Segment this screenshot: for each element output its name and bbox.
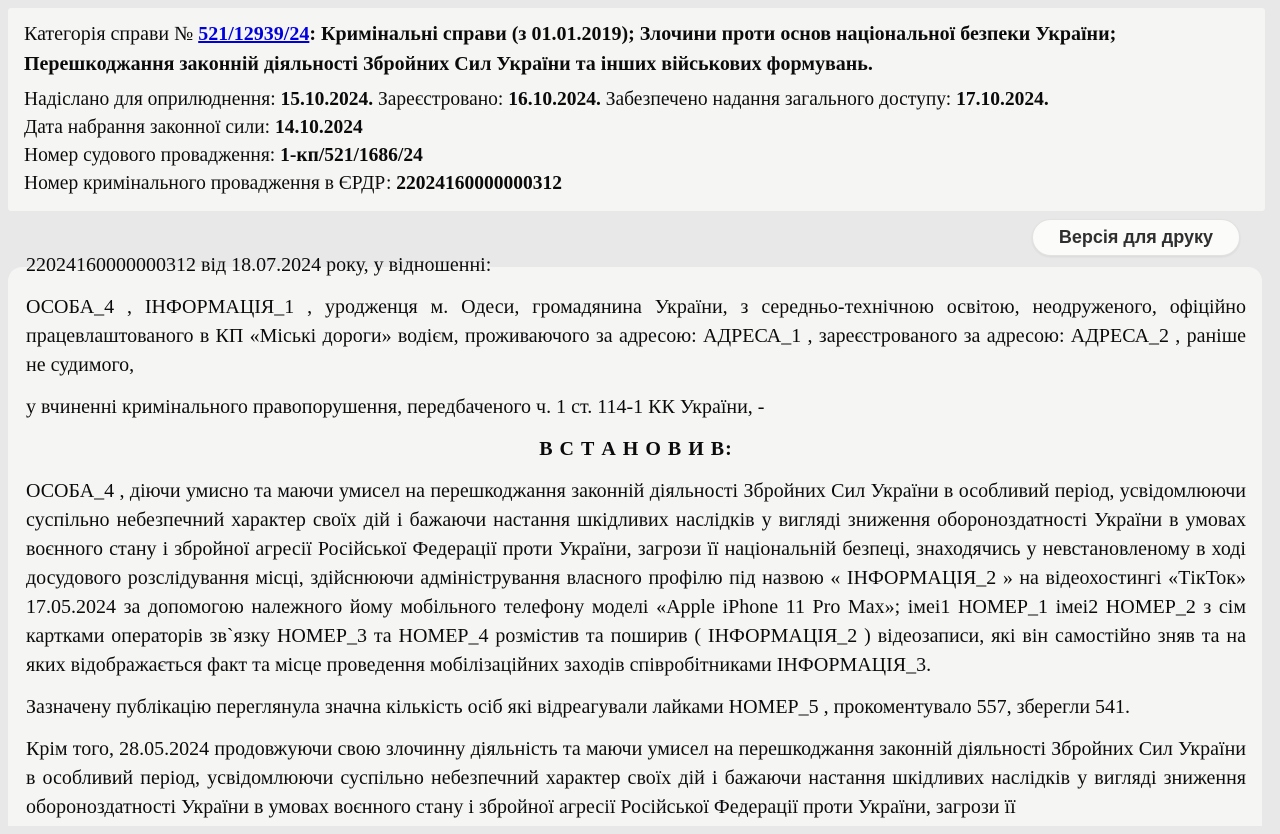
legal-force-label: Дата набрання законної сили: bbox=[24, 117, 275, 138]
case-category-line bbox=[24, 19, 1239, 79]
document-paragraph: у вчиненні кримінального правопорушення, передбаченого ч. 1 ст. 114-1 КК України, - bbox=[26, 396, 765, 418]
document-paragraph: Крім того, 28.05.2024 продовжуючи свою злочинну діяльність та маючи умисел на перешкоджання законній діяльності Збройних Сил України в особливий період, усвідомлюючи суспільно небезпечний характер своїх дій і бажаючи настання шкідливих наслідків у вигляді зниження обороноздатності України в умовах воєнного стану і збройної агресії Російської Федерації проти України, загрози її bbox=[26, 738, 1246, 818]
document-heading-vstanovyv: В С Т А Н О В И В: bbox=[539, 438, 733, 460]
document-clipped-line: 22024160000000312 від 18.07.2024 року, у відношенні: bbox=[26, 254, 492, 276]
erdr-number: 22024160000000312 bbox=[396, 173, 563, 194]
legal-force-line bbox=[24, 114, 1239, 142]
erdr-line bbox=[24, 170, 1239, 198]
category-value: : Кримінальні справи (з 01.01.2019); Злочини проти основ національної безпеки України; Перешкоджання законній діяльності Збройних Сил України та інших військових формувань. bbox=[24, 23, 1117, 75]
registered-date: 16.10.2024. bbox=[508, 89, 601, 110]
court-proceeding-number: 1-кп/521/1686/24 bbox=[280, 145, 423, 166]
legal-force-date: 14.10.2024 bbox=[274, 117, 363, 138]
published-label: Надіслано для оприлюднення: bbox=[24, 89, 281, 110]
publication-dates-line bbox=[24, 86, 1239, 114]
document-content bbox=[26, 251, 1246, 822]
published-date: 15.10.2024. bbox=[280, 89, 374, 110]
document-paragraph: Зазначену публікацію переглянула значна кількість осіб які відреагували лайками НОМЕР_5 , прокоментувало 557, зберегли 541. bbox=[26, 696, 1131, 718]
print-version-button[interactable]: Версія для друку bbox=[1032, 219, 1240, 256]
registered-label: Зареєстровано: bbox=[373, 89, 509, 110]
case-number-link[interactable]: 521/12939/24 bbox=[198, 23, 310, 45]
document-panel[interactable] bbox=[8, 254, 1262, 826]
court-proceeding-line bbox=[24, 142, 1239, 170]
document-paragraph: ОСОБА_4 , діючи умисно та маючи умисел на перешкоджання законній діяльності Збройних Сил України в особливий період, усвідомлюючи суспільно небезпечний характер своїх дій і бажаючи настання шкідливих наслідків у вигляді зниження обороноздатності України в умовах воєнного стану і збройної агресії Російської Федерації проти України, загрози її національній безпеці, знаходячись у невстановленому в ході досудового розслідування місці, здійснюючи адміністрування власного профілю під назвою « ІНФОРМАЦІЯ_2 » на відеохостингі «ТікТок» 17.05.2024 за допомогою належного йому мобільного телефону моделі «Apple iPhone 11 Pro Max»; імеі1 НОМЕР_1 імеі2 НОМЕР_2 з сім картками операторів зв`язку НОМЕР_3 та НОМЕР_4 розмістив та поширив ( ІНФОРМАЦІЯ_2 ) відеозаписи, які він самостійно зняв та на яких відображається факт та місце проведення мобілізаційних заходів співробітниками ІНФОРМАЦІЯ_3. bbox=[26, 480, 1246, 676]
erdr-label: Номер кримінального провадження в ЄРДР: bbox=[24, 173, 397, 194]
access-date: 17.10.2024. bbox=[956, 89, 1049, 110]
document-paragraph: ОСОБА_4 , ІНФОРМАЦІЯ_1 , уродженця м. Одеси, громадянина України, з середньо-технічною освітою, неодруженого, офіційно працевлаштованого в КП «Міські дороги» водієм, проживаючого за адресою: АДРЕСА_1 , зареєстрованого за адресою: АДРЕСА_2 , раніше не судимого, bbox=[26, 296, 1246, 376]
access-label: Забезпечено надання загального доступу: bbox=[600, 89, 957, 110]
court-proceeding-label: Номер судового провадження: bbox=[24, 145, 281, 166]
category-label: Категорія справи № bbox=[24, 23, 199, 45]
case-meta-panel bbox=[8, 8, 1265, 211]
